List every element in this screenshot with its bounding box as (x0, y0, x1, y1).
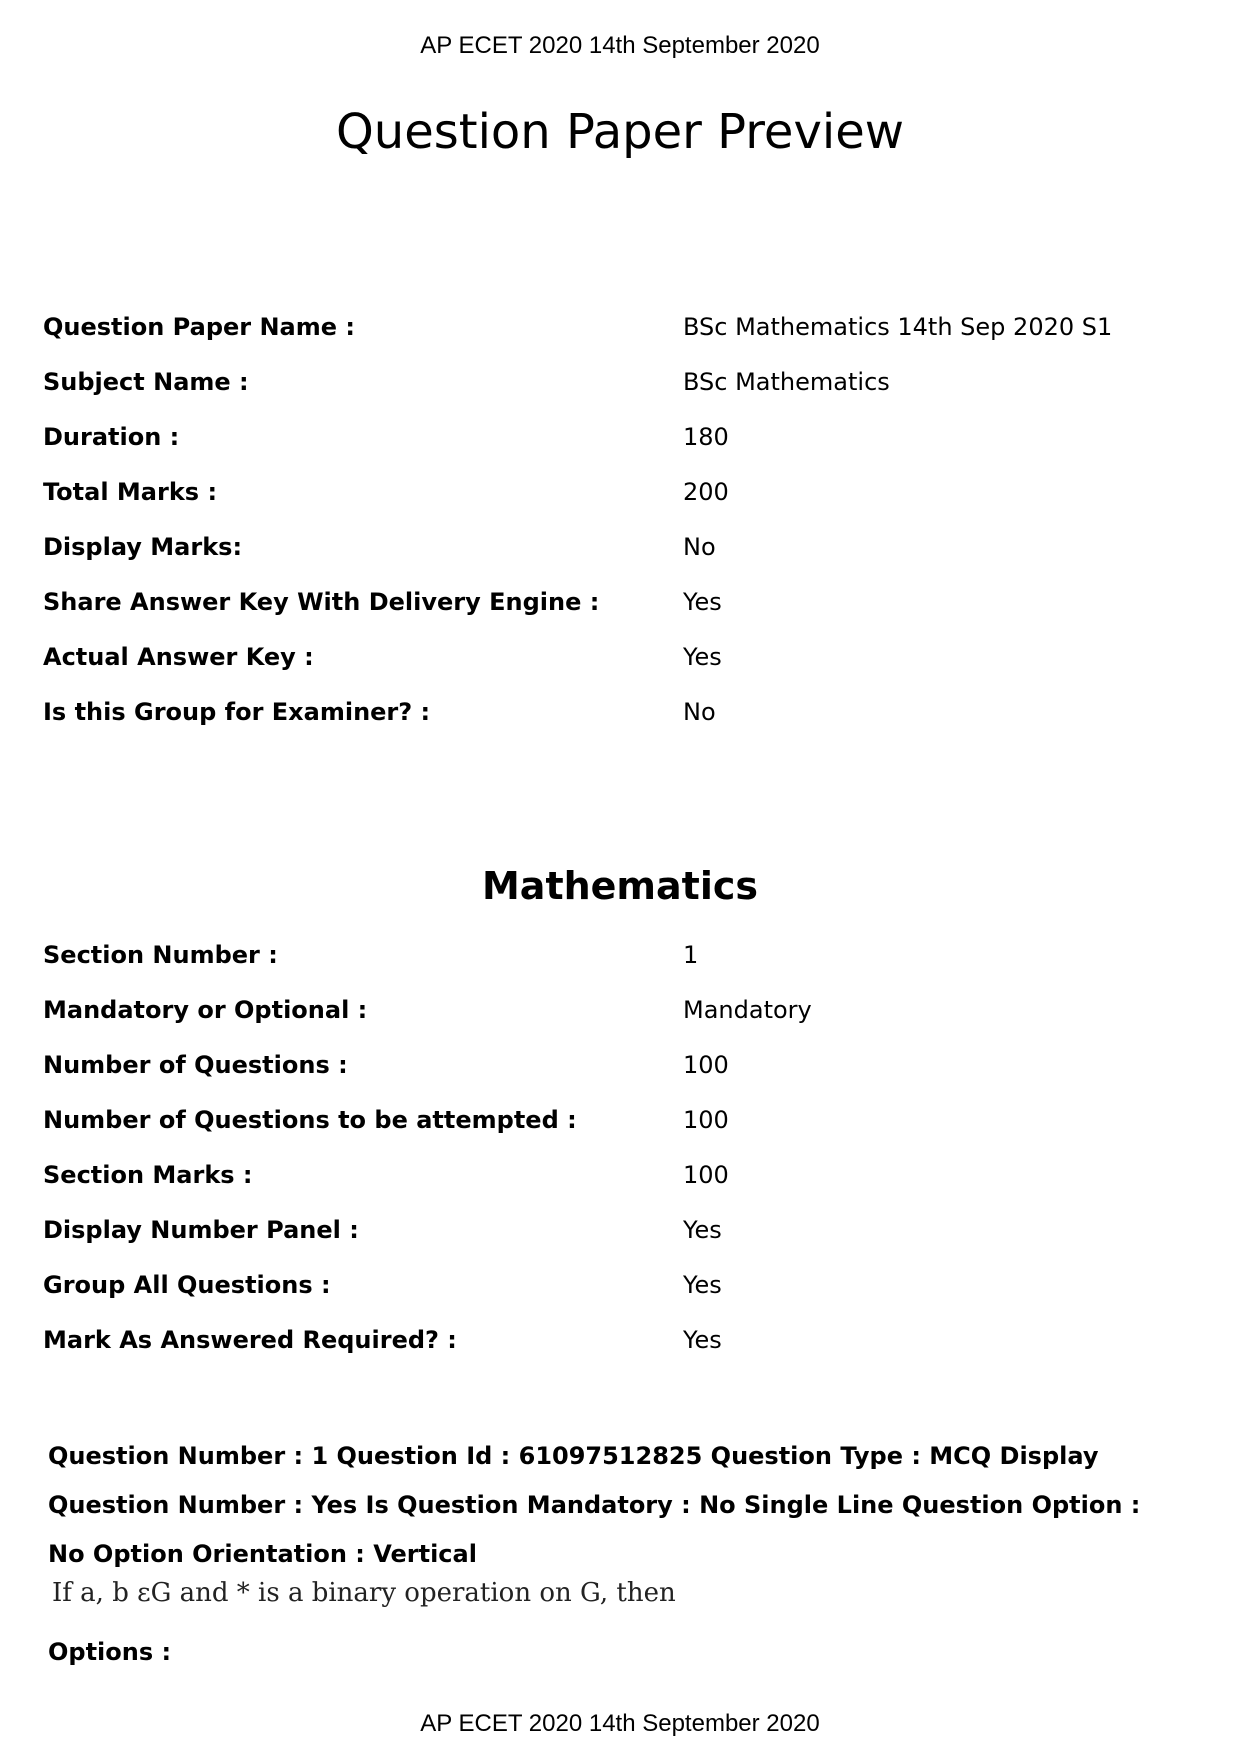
section-value: 100 (683, 1161, 729, 1189)
question-text: If a, b εG and * is a binary operation on G, then (52, 1578, 676, 1608)
page-header: AP ECET 2020 14th September 2020 (420, 32, 820, 59)
info-label: Subject Name : (43, 368, 249, 396)
section-row-marks (43, 1160, 1193, 1215)
info-value: No (683, 698, 716, 726)
info-value: 180 (683, 423, 729, 451)
info-row-share-answer-key (43, 587, 1193, 642)
info-value: No (683, 533, 716, 561)
section-label: Section Number : (43, 941, 278, 969)
section-row-number-panel (43, 1215, 1193, 1270)
section-value: 100 (683, 1106, 729, 1134)
section-label: Display Number Panel : (43, 1216, 359, 1244)
info-row-subject-name (43, 367, 1193, 422)
info-row-duration (43, 422, 1193, 477)
info-value: 200 (683, 478, 729, 506)
info-label: Display Marks: (43, 533, 243, 561)
info-value: Yes (683, 643, 722, 671)
info-value: BSc Mathematics (683, 368, 890, 396)
info-label: Duration : (43, 423, 180, 451)
section-label: Mark As Answered Required? : (43, 1326, 457, 1354)
section-label: Section Marks : (43, 1161, 253, 1189)
section-info-table (43, 940, 1193, 1380)
section-value: Yes (683, 1326, 722, 1354)
section-row-group-all (43, 1270, 1193, 1325)
page-title: Question Paper Preview (336, 104, 904, 160)
section-value: Yes (683, 1216, 722, 1244)
section-label: Number of Questions to be attempted : (43, 1106, 577, 1134)
section-row-to-attempt (43, 1105, 1193, 1160)
section-value: Yes (683, 1271, 722, 1299)
section-row-number (43, 940, 1193, 995)
info-row-display-marks (43, 532, 1193, 587)
options-label: Options : (48, 1638, 172, 1666)
section-label: Number of Questions : (43, 1051, 348, 1079)
question-meta: Question Number : 1 Question Id : 61097512825 Question Type : MCQ Display Question Number : Yes Is Question Mandatory : No Single Line Question Option : No Option Orientation : Vertical (48, 1442, 1141, 1568)
info-row-group-for-examiner (43, 697, 1193, 752)
info-row-total-marks (43, 477, 1193, 532)
page-footer: AP ECET 2020 14th September 2020 (420, 1710, 820, 1737)
info-value: BSc Mathematics 14th Sep 2020 S1 (683, 313, 1113, 341)
section-row-mark-answered (43, 1325, 1193, 1380)
section-label: Group All Questions : (43, 1271, 331, 1299)
section-value: Mandatory (683, 996, 812, 1024)
info-value: Yes (683, 588, 722, 616)
section-row-mandatory (43, 995, 1193, 1050)
info-label: Share Answer Key With Delivery Engine : (43, 588, 600, 616)
info-label: Total Marks : (43, 478, 218, 506)
section-label: Mandatory or Optional : (43, 996, 368, 1024)
info-row-paper-name (43, 312, 1193, 367)
section-value: 1 (683, 941, 699, 969)
info-label: Question Paper Name : (43, 313, 355, 341)
info-row-actual-answer-key (43, 642, 1193, 697)
section-title: Mathematics (481, 864, 759, 908)
section-value: 100 (683, 1051, 729, 1079)
info-label: Actual Answer Key : (43, 643, 314, 671)
info-label: Is this Group for Examiner? : (43, 698, 431, 726)
paper-info-table (43, 312, 1193, 752)
section-row-question-count (43, 1050, 1193, 1105)
